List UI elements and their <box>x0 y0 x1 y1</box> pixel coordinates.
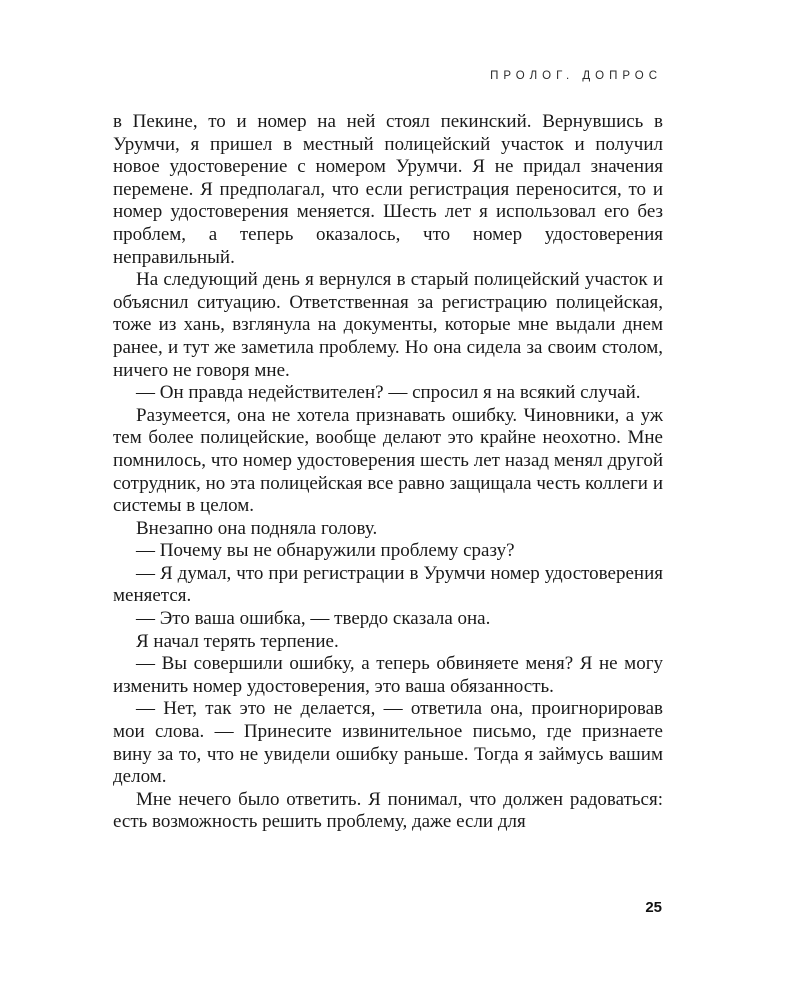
paragraph: На следующий день я вернулся в старый полицейский участок и объяснил ситуацию. Ответственная за регистрацию полицейская, тоже из хань, взглянула на документы, которые мне выдали днем ранее, и тут же заметила проблему. Но она сидела за своим столом, ничего не говоря мне. <box>113 269 663 381</box>
dialogue-line: — Почему вы не обнаружили проблему сразу? <box>136 540 515 562</box>
paragraph: Разумеется, она не хотела признавать ошибку. Чиновники, а уж тем более полицейские, вообще делают это крайне неохотно. Мне помнилось, что номер удостоверения шесть лет назад менял другой сотрудник, но эта полицейская все равно защищала честь коллеги и системы в целом. <box>113 404 663 517</box>
body-text <box>113 111 663 834</box>
dialogue-line: — Это ваша ошибка, — твердо сказала она. <box>136 608 491 630</box>
paragraph: Внезапно она подняла голову. <box>136 517 378 539</box>
paragraph: Мне нечего было ответить. Я понимал, что должен радоваться: есть возможность решить проблему, даже если для <box>113 788 663 833</box>
paragraph: Я начал терять терпение. <box>136 630 339 652</box>
running-header: ПРОЛОГ. ДОПРОС <box>490 70 662 82</box>
dialogue-line: — Я думал, что при регистрации в Урумчи номер удостоверения меняется. <box>113 562 663 607</box>
dialogue-line: — Он правда недействителен? — спросил я на всякий случай. <box>136 382 641 404</box>
dialogue-line: — Нет, так это не делается, — ответила она, проигнорировав мои слова. — Принесите извинительное письмо, где признаете вину за то, что не увидели ошибку раньше. Тогда я займусь вашим делом. <box>113 698 663 788</box>
paragraph-continuation: в Пекине, то и номер на ней стоял пекинский. Вернувшись в Урумчи, я пришел в местный полицейский участок и получил новое удостоверение с номером Урумчи. Я не придал значения перемене. Я предполагал, что если регистрация переносится, то и номер удостоверения меняется. Шесть лет я использовал его без проблем, а теперь оказалось, что номер удостоверения неправильный. <box>113 111 663 268</box>
dialogue-line: — Вы совершили ошибку, а теперь обвиняете меня? Я не могу изменить номер удостоверения, это ваша обязанность. <box>113 653 663 697</box>
page-number: 25 <box>645 899 662 916</box>
